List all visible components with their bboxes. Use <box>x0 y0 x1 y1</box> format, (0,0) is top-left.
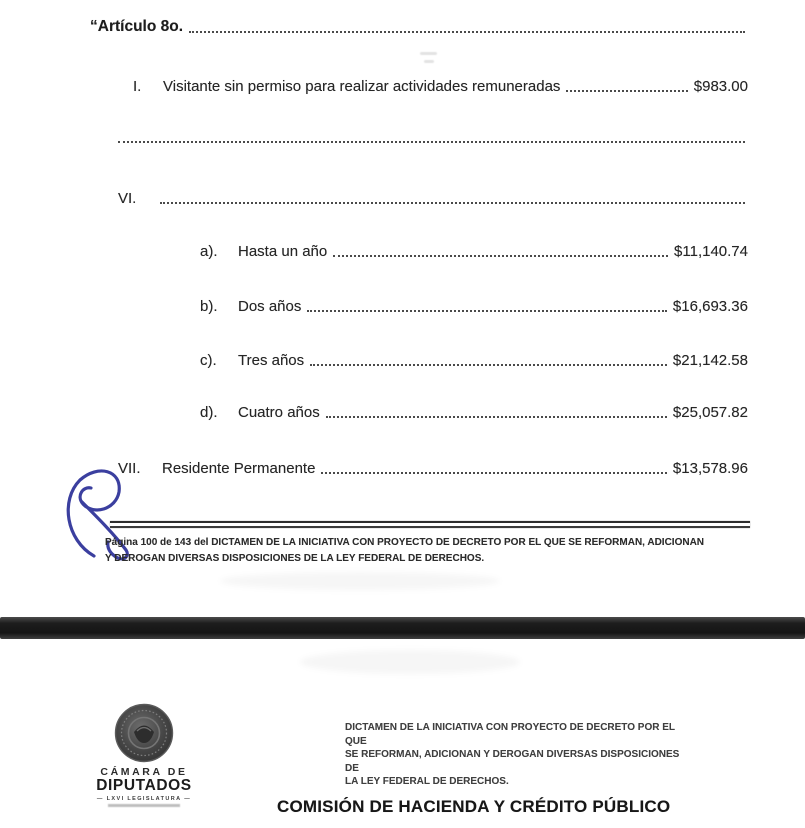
dotted-leader <box>321 472 666 474</box>
item-text: Cuatro años <box>238 404 320 421</box>
logo-legislatura: — LXVI LEGISLATURA — <box>96 796 192 802</box>
ellipsis-row <box>118 141 748 146</box>
list-item <box>118 190 748 207</box>
item-text: Hasta un año <box>238 243 328 260</box>
dotted-leader <box>566 90 687 92</box>
scan-smudge <box>424 60 434 63</box>
item-letter: c). <box>200 352 217 369</box>
item-number: VII. <box>118 460 141 477</box>
scan-noise <box>300 650 520 674</box>
list-item <box>118 460 748 477</box>
footer-total-pages: 143 <box>174 537 192 548</box>
item-text: Visitante sin permiso para realizar actividades remuneradas <box>163 78 561 95</box>
document-header-text <box>345 721 690 789</box>
header-line-3: LA LEY FEDERAL DE DERECHOS. <box>345 776 509 787</box>
item-letter: b). <box>200 298 218 315</box>
dotted-leader <box>118 141 745 143</box>
item-amount: $25,057.82 <box>672 404 748 421</box>
article-heading-row <box>90 18 748 36</box>
dotted-leader <box>307 310 667 312</box>
seal-icon <box>113 702 175 764</box>
footer-pagina: Página <box>105 537 138 548</box>
item-amount: $11,140.74 <box>674 243 748 260</box>
list-item <box>200 352 748 369</box>
logo-diputados: DIPUTADOS <box>96 777 192 794</box>
article-heading: “Artículo 8o. <box>90 18 184 35</box>
dotted-leader <box>326 416 667 418</box>
dotted-leader <box>189 31 745 33</box>
header-line-1: DICTAMEN DE LA INICIATIVA CON PROYECTO DE DECRETO POR EL QUE <box>345 722 675 747</box>
item-amount: $13,578.96 <box>672 460 748 477</box>
footer-page-number: 100 <box>140 537 158 548</box>
dotted-leader <box>160 202 745 204</box>
dotted-leader <box>333 255 668 257</box>
scan-smudge <box>420 52 437 55</box>
camara-diputados-logo <box>96 702 192 807</box>
header-line-2: SE REFORMAN, ADICIONAN Y DEROGAN DIVERSAS DISPOSICIONES DE <box>345 749 680 774</box>
logo-camara-de: CÁMARA DE <box>100 766 188 778</box>
list-item <box>200 243 748 260</box>
committee-title: COMISIÓN DE HACIENDA Y CRÉDITO PÚBLICO <box>277 797 671 816</box>
item-amount: $21,142.58 <box>672 352 748 369</box>
list-item <box>200 298 748 315</box>
item-amount: $16,693.36 <box>672 298 748 315</box>
footer-del: del <box>193 537 209 548</box>
list-item <box>133 78 748 95</box>
item-letter: a). <box>200 243 218 260</box>
page-separator-band <box>0 617 805 639</box>
scan-noise <box>220 572 500 590</box>
footer-divider <box>110 521 750 528</box>
page-footer <box>105 535 713 567</box>
item-text: Tres años <box>238 352 305 369</box>
item-amount: $983.00 <box>693 78 748 95</box>
item-number: VI. <box>118 190 137 207</box>
dotted-leader <box>310 364 667 366</box>
item-text: Dos años <box>238 298 302 315</box>
footer-de: de <box>160 537 172 548</box>
item-letter: d). <box>200 404 218 421</box>
list-item <box>200 404 748 421</box>
item-text: Residente Permanente <box>162 460 316 477</box>
item-number: I. <box>133 78 142 95</box>
footer-document-title: DICTAMEN DE LA INICIATIVA CON PROYECTO DE DECRETO POR EL QUE SE REFORMAN, ADICIONAN Y DEROGAN DIVERSAS DISPOSICIONES DE LA LEY FEDERAL DE DERECHOS. <box>105 537 705 564</box>
logo-fineprint <box>108 804 180 807</box>
